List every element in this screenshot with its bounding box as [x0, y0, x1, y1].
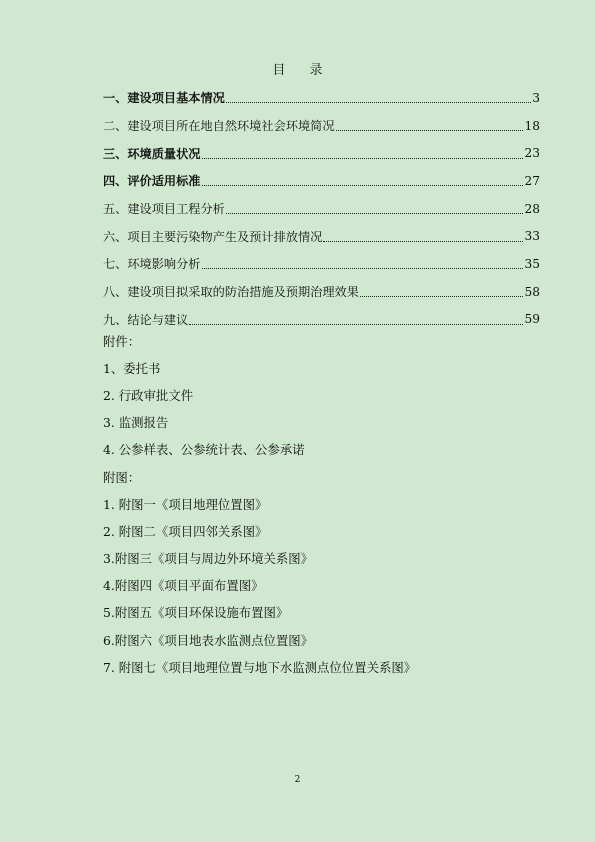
toc-entry-label: 九、结论与建议 — [103, 312, 189, 327]
toc-entry-label: 八、建设项目拟采取的防治措施及预期治理效果 — [103, 285, 359, 300]
toc-entry[interactable] — [103, 278, 540, 306]
toc-entry-page: 59 — [524, 312, 540, 327]
toc-leader-dots — [336, 130, 524, 131]
attachment-item: 3. 监测报告 — [103, 415, 169, 431]
attachments-heading: 附件： — [103, 333, 141, 349]
toc-leader-dots — [202, 268, 524, 269]
toc-leader-dots — [226, 102, 531, 103]
toc-entry-page: 35 — [524, 256, 540, 271]
toc-entry[interactable] — [103, 222, 540, 250]
attachment-item: 2. 行政审批文件 — [103, 387, 194, 403]
toc-entry[interactable] — [103, 250, 540, 278]
table-of-contents — [103, 84, 540, 333]
attachment-item: 4. 公参样表、公参统计表、公参承诺 — [103, 442, 305, 458]
figure-item: 7. 附图七《项目地理位置与地下水监测点位位置关系图》 — [103, 659, 417, 675]
figures-heading: 附图： — [103, 469, 141, 485]
toc-entry-label: 二、建设项目所在地自然环境社会环境简况 — [103, 119, 335, 134]
figure-item: 5.附图五《项目环保设施布置图》 — [103, 605, 289, 621]
toc-entry[interactable] — [103, 84, 540, 112]
toc-entry-page: 27 — [524, 173, 540, 188]
figure-item: 4.附图四《项目平面布置图》 — [103, 578, 264, 594]
toc-entry-label: 四、评价适用标准 — [103, 174, 201, 189]
toc-entry[interactable] — [103, 167, 540, 195]
toc-entry-page: 3 — [532, 90, 540, 105]
attachment-item: 1、委托书 — [103, 360, 161, 376]
toc-entry[interactable] — [103, 139, 540, 167]
toc-entry-label: 七、环境影响分析 — [103, 257, 201, 272]
toc-leader-dots — [189, 324, 523, 325]
toc-entry-label: 五、建设项目工程分析 — [103, 202, 225, 217]
toc-entry-label: 一、建设项目基本情况 — [103, 91, 225, 106]
figure-item: 1. 附图一《项目地理位置图》 — [103, 496, 268, 512]
figure-item: 2. 附图二《项目四邻关系图》 — [103, 523, 268, 539]
toc-entry[interactable] — [103, 195, 540, 223]
toc-leader-dots — [202, 158, 524, 159]
toc-entry-page: 23 — [524, 146, 540, 161]
toc-entry-page: 18 — [524, 118, 540, 133]
page-title: 目 录 — [272, 63, 333, 78]
figure-item: 6.附图六《项目地表水监测点位置图》 — [103, 632, 314, 648]
toc-leader-dots — [323, 241, 523, 242]
toc-leader-dots — [202, 185, 524, 186]
toc-entry-label: 六、项目主要污染物产生及预计排放情况 — [103, 229, 323, 244]
figure-item: 3.附图三《项目与周边外环境关系图》 — [103, 551, 314, 567]
page-number: 2 — [294, 775, 301, 785]
toc-entry[interactable] — [103, 112, 540, 140]
toc-entry-page: 33 — [524, 229, 540, 244]
toc-entry-label: 三、环境质量状况 — [103, 146, 201, 161]
toc-entry-page: 58 — [524, 284, 540, 299]
toc-leader-dots — [360, 296, 524, 297]
toc-leader-dots — [226, 213, 524, 214]
appendix-list — [103, 327, 540, 680]
toc-entry-page: 28 — [524, 201, 540, 216]
